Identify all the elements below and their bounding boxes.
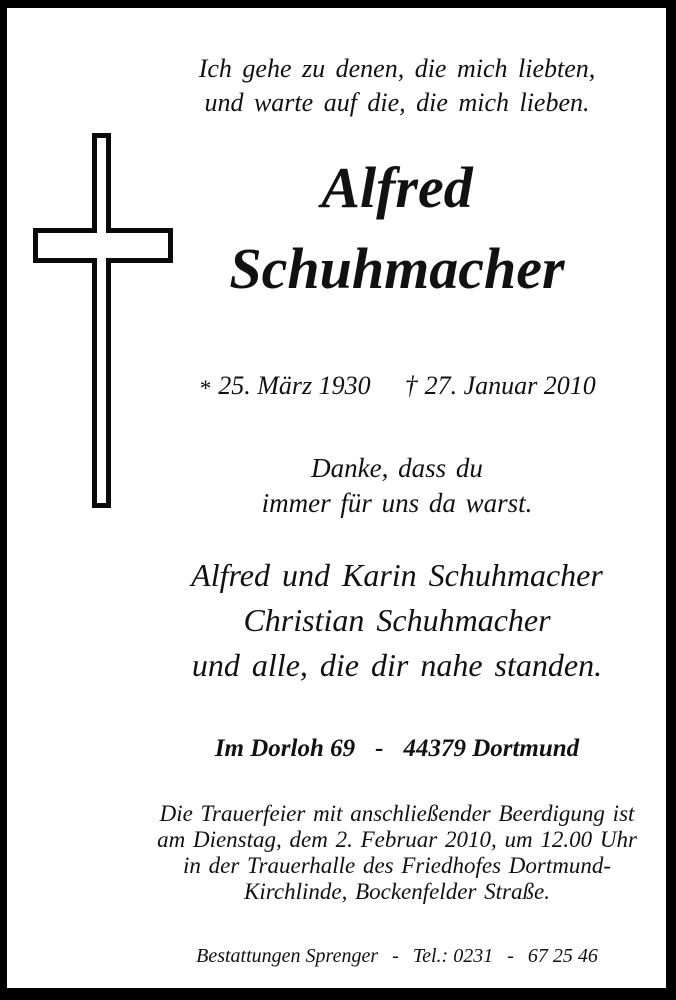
home-address: [128, 734, 666, 764]
funeral-announcement: [128, 801, 666, 905]
mourners-line: Alfred und Karin Schuhmacher: [191, 557, 603, 593]
funeral-home-name: Bestattungen Sprenger: [196, 945, 379, 967]
funeral-home-contact: [128, 944, 666, 968]
thanks-line: immer für uns da warst.: [261, 488, 533, 518]
mourners-line: Christian Schuhmacher: [243, 602, 551, 638]
death-cross-symbol: †: [404, 371, 418, 400]
thanks-message: [128, 451, 666, 521]
phone-number: 67 25 46: [527, 945, 598, 967]
address-city: 44379 Dortmund: [403, 735, 580, 762]
funeral-line: am Dienstag, dem 2. Februar 2010, um 12.00 Uhr: [157, 827, 637, 852]
birth-date-group: [198, 369, 370, 403]
contact-separator: -: [392, 945, 399, 967]
deceased-first-name: Alfred: [321, 155, 473, 220]
mourners-list: [128, 553, 666, 688]
funeral-line: Kirchlinde, Bockenfelder Straße.: [244, 879, 550, 904]
thanks-line: Danke, dass du: [311, 453, 483, 483]
address-separator: -: [375, 735, 384, 762]
contact-separator: -: [507, 945, 514, 967]
birth-date: 25. März 1930: [218, 371, 371, 400]
epitaph-quote-line: und warte auf die, die mich lieben.: [204, 88, 590, 117]
phone-area-code: Tel.: 0231: [412, 945, 494, 967]
mourners-line: und alle, die dir nahe standen.: [191, 647, 603, 683]
funeral-line: in der Trauerhalle des Friedhofes Dortmund-: [182, 853, 612, 878]
funeral-line: Die Trauerfeier mit anschließender Beerdigung ist: [159, 801, 635, 826]
life-dates: [128, 369, 666, 403]
address-street: Im Dorloh 69: [214, 735, 356, 762]
epitaph-quote: [128, 52, 666, 120]
deceased-last-name: Schuhmacher: [229, 236, 565, 301]
deceased-name: [128, 147, 666, 309]
death-date-group: [405, 369, 596, 403]
epitaph-quote-line: Ich gehe zu denen, die mich liebten,: [198, 54, 596, 83]
death-date: 27. Januar 2010: [424, 371, 596, 400]
birth-star-symbol: *: [198, 375, 211, 402]
